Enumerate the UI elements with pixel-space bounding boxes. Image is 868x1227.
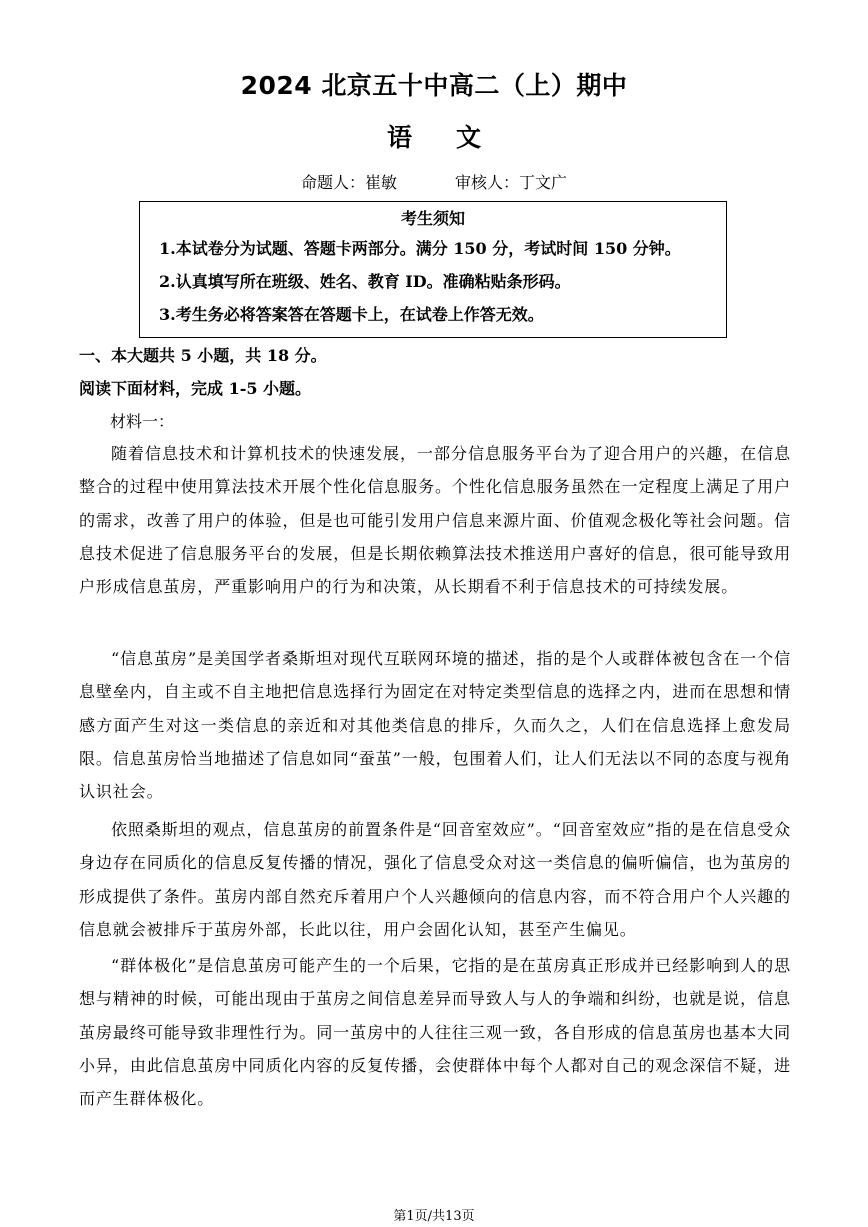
paragraph: 随着信息技术和计算机技术的快速发展，一部分信息服务平台为了迎合用户的兴趣，在信息整合的过程中使用算法技术开展个性化信息服务。个性化信息服务虽然在一定程度上满足了用户的需求，改善了用户的体验，但是也可能引发用户信息来源片面、价值观念极化等社会问题。信息技术促进了信息服务平台的发展，但是长期依赖算法技术推送用户喜好的信息，很可能导致用户形成信息茧房，严重影响用户的行为和决策，从长期看不利于信息技术的可持续发展。 [79,444,791,597]
author-label: 命题人：崔敏 [300,173,397,192]
author-line [0,170,868,193]
exam-title: 2024 北京五十中高二（上）期中 [240,71,628,100]
paragraph: “信息茧房”是美国学者桑斯坦对现代互联网环境的描述，指的是个人或群体被包含在一个信息壁垒内，自主或不自主地把信息选择行为固定在对特定类型信息的选择之内，进而在思想和情感方面产生对这一类信息的亲近和对其他类信息的排斥，久而久之，人们在信息选择上愈发局限。信息茧房恰当地描述了信息如同“蚕茧”一般，包围着人们，让人们无法以不同的态度与视角认识社会。 [79,649,791,802]
section-instruction: 阅读下面材料，完成 1-5 小题。 [79,379,312,398]
reviewer-label: 审核人：丁文广 [455,173,568,192]
notice-item: 3.考生务必将答案答在答题卡上，在试卷上作答无效。 [159,305,544,324]
notice-title: 考生须知 [400,209,465,228]
notice-item: 1.本试卷分为试题、答题卡两部分。满分 150 分，考试时间 150 分钟。 [159,239,681,258]
notice-item: 2.认真填写所在班级、姓名、教育 ID。准确粘贴条形码。 [159,272,571,291]
subject-title: 语文 [386,123,525,152]
paragraph: 依照桑斯坦的观点，信息茧房的前置条件是“回音室效应”。“回音室效应”指的是在信息受众身边存在同质化的信息反复传播的情况，强化了信息受众对这一类信息的偏听偏信，也为茧房的形成提供了条件。茧房内部自然充斥着用户个人兴趣倾向的信息内容，而不符合用户个人兴趣的信息就会被排斥于茧房外部，长此以往，用户会固化认知，甚至产生偏见。 [79,820,791,939]
paragraph: “群体极化”是信息茧房可能产生的一个后果，它指的是在茧房真正形成并已经影响到人的思想与精神的时候，可能出现由于茧房之间信息差异而导致人与人的争端和纠纷，也就是说，信息茧房最终可能导致非理性行为。同一茧房中的人往往三观一致，各自形成的信息茧房也基本大同小异，由此信息茧房中同质化内容的反复传播，会使群体中每个人都对自己的观念深信不疑，进而产生群体极化。 [79,956,791,1109]
page-number: 第1页/共13页 [393,1209,475,1224]
section-heading: 一、本大题共 5 小题，共 18 分。 [79,346,327,365]
notice-box [139,201,727,338]
material-label: 材料一： [110,412,175,431]
